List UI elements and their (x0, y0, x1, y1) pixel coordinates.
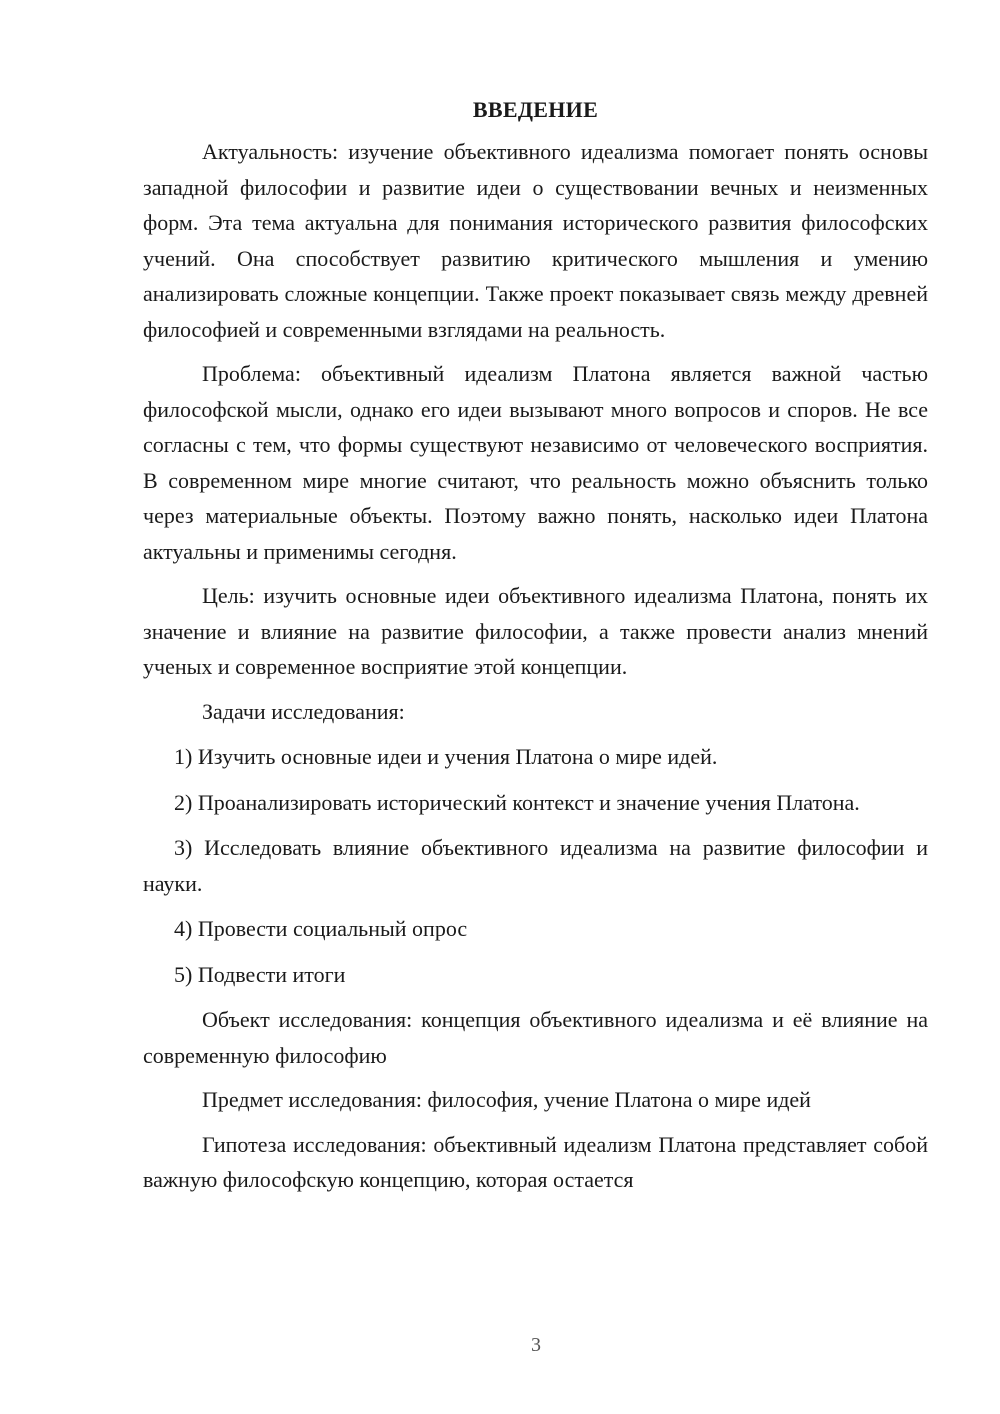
subject-paragraph: Предмет исследования: философия, учение Платона о мире идей (202, 1087, 811, 1112)
page-number: 3 (531, 1334, 541, 1356)
task-item: 1) Изучить основные идеи и учения Платона о мире идей. (174, 744, 718, 769)
goal-paragraph: Цель: изучить основные идеи объективного идеализма Платона, понять их значение и влияние на развитие философии, а также провести анализ мнений ученых и современное восприятие этой концепции. (143, 583, 928, 679)
task-item: 2) Проанализировать исторический контекст и значение учения Платона. (174, 789, 860, 815)
task-item: 3) Исследовать влияние объективного идеализма на развитие философии и науки. (143, 835, 928, 896)
section-heading: ВВЕДЕНИЕ (472, 97, 599, 122)
relevance-paragraph: Актуальность: изучение объективного идеализма помогает понять основы западной философии и развитие идеи о существовании вечных и неизменных форм. Эта тема актуальна для понимания исторического развития философских учений. Она способствует развитию критического мышления и умению анализировать сложные концепции. Также проект показывает связь между древней философией и современными взглядами на реальность. (143, 139, 928, 342)
hypothesis-paragraph: Гипотеза исследования: объективный идеализм Платона представляет собой важную философскую концепцию, которая остается (143, 1131, 928, 1192)
object-paragraph: Объект исследования: концепция объективного идеализма и её влияние на современную философию (143, 1007, 928, 1068)
task-item: 4) Провести социальный опрос (174, 916, 468, 941)
document-page (143, 95, 928, 1207)
tasks-title: Задачи исследования: (202, 698, 405, 724)
problem-paragraph: Проблема: объективный идеализм Платона является важной частью философской мысли, однако его идеи вызывают много вопросов и споров. Не все согласны с тем, что формы существуют независимо от человеческого восприятия. В современном мире многие считают, что реальность можно объяснить только через материальные объекты. Поэтому важно понять, насколько идеи Платона актуальны и применимы сегодня. (143, 361, 928, 564)
tasks-list (143, 739, 928, 992)
task-item: 5) Подвести итоги (174, 961, 346, 987)
